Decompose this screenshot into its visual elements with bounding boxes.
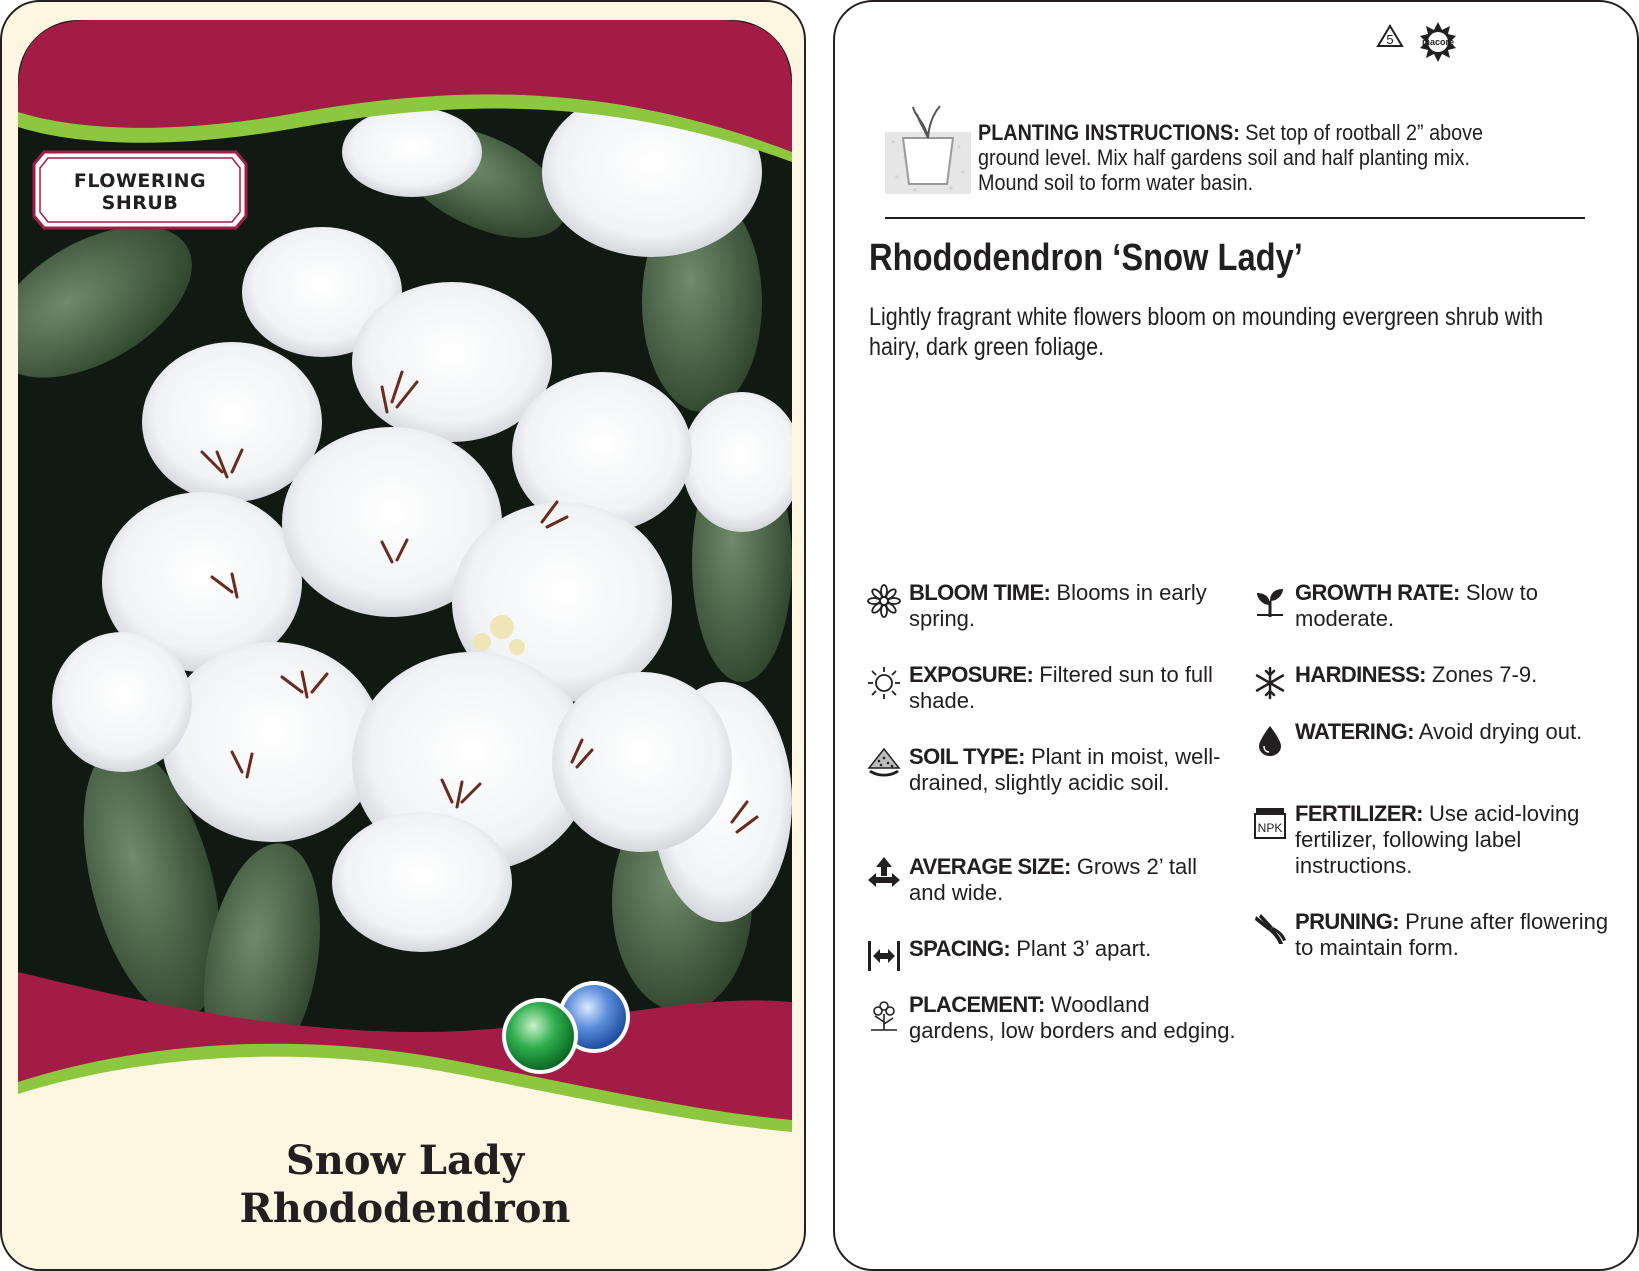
front-title-line1: Snow Lady [285,1137,525,1184]
svg-text:NPK: NPK [1257,821,1283,835]
flower-icon [867,584,901,618]
feature-spacing: SPACING: Plant 3’ apart. [909,936,1152,961]
plant-name: Rhododendron ‘Snow Lady’ [869,237,1303,279]
svg-text:macore: macore [1421,37,1455,47]
feature-bloom-time: BLOOM TIME: Blooms in early spring. [909,580,1207,631]
recycle-and-brand-logos [1372,20,1472,65]
front-title-line2: Rhododendron [239,1185,571,1232]
pruners-icon [1253,912,1287,946]
plant-tag-front [0,0,806,1271]
planting-instructions: PLANTING INSTRUCTIONS: Set top of rootball 2” above ground level. Mix half gardens soil and half planting mix. Mound soil to form water basin. [978,120,1484,195]
npk-icon [1253,806,1287,840]
placement-plant-icon [867,998,901,1032]
planting-pot-icon [885,102,971,198]
sun-icon [867,666,901,700]
feature-average-size: AVERAGE SIZE: Grows 2’ tall and wide. [909,854,1198,905]
feature-soil-type: SOIL TYPE: Plant in moist, well-drained, slightly acidic soil. [909,744,1221,795]
feature-watering: WATERING: Avoid drying out. [1295,719,1583,744]
snowflake-icon [1253,666,1287,700]
sprout-icon [1253,585,1287,619]
soil-icon [867,746,901,780]
feature-growth-rate: GROWTH RATE: Slow to moderate. [1295,580,1538,631]
feature-hardiness: HARDINESS: Zones 7-9. [1295,662,1538,687]
plant-tag-back [833,0,1639,1271]
recycle-5-icon [1378,26,1402,47]
plant-description: Lightly fragrant white flowers bloom on mounding evergreen shrub with hairy, dark green foliage. [869,303,1544,361]
water-drop-icon [1253,724,1287,758]
feature-exposure: EXPOSURE: Filtered sun to full shade. [909,662,1213,713]
category-badge-text: FLOWERING SHRUB [73,170,207,214]
feature-fertilizer: FERTILIZER: Use acid-loving fertilizer, following label instructions. [1295,801,1580,878]
macore-logo [1420,22,1456,62]
feature-pruning: PRUNING: Prune after flowering to maintain form. [1295,909,1609,960]
divider [885,217,1585,219]
size-arrows-icon [867,856,901,890]
spacing-arrows-icon [867,939,901,973]
feature-placement: PLACEMENT: Woodland gardens, low borders and edging. [909,992,1236,1043]
svg-text:5: 5 [1386,32,1394,47]
